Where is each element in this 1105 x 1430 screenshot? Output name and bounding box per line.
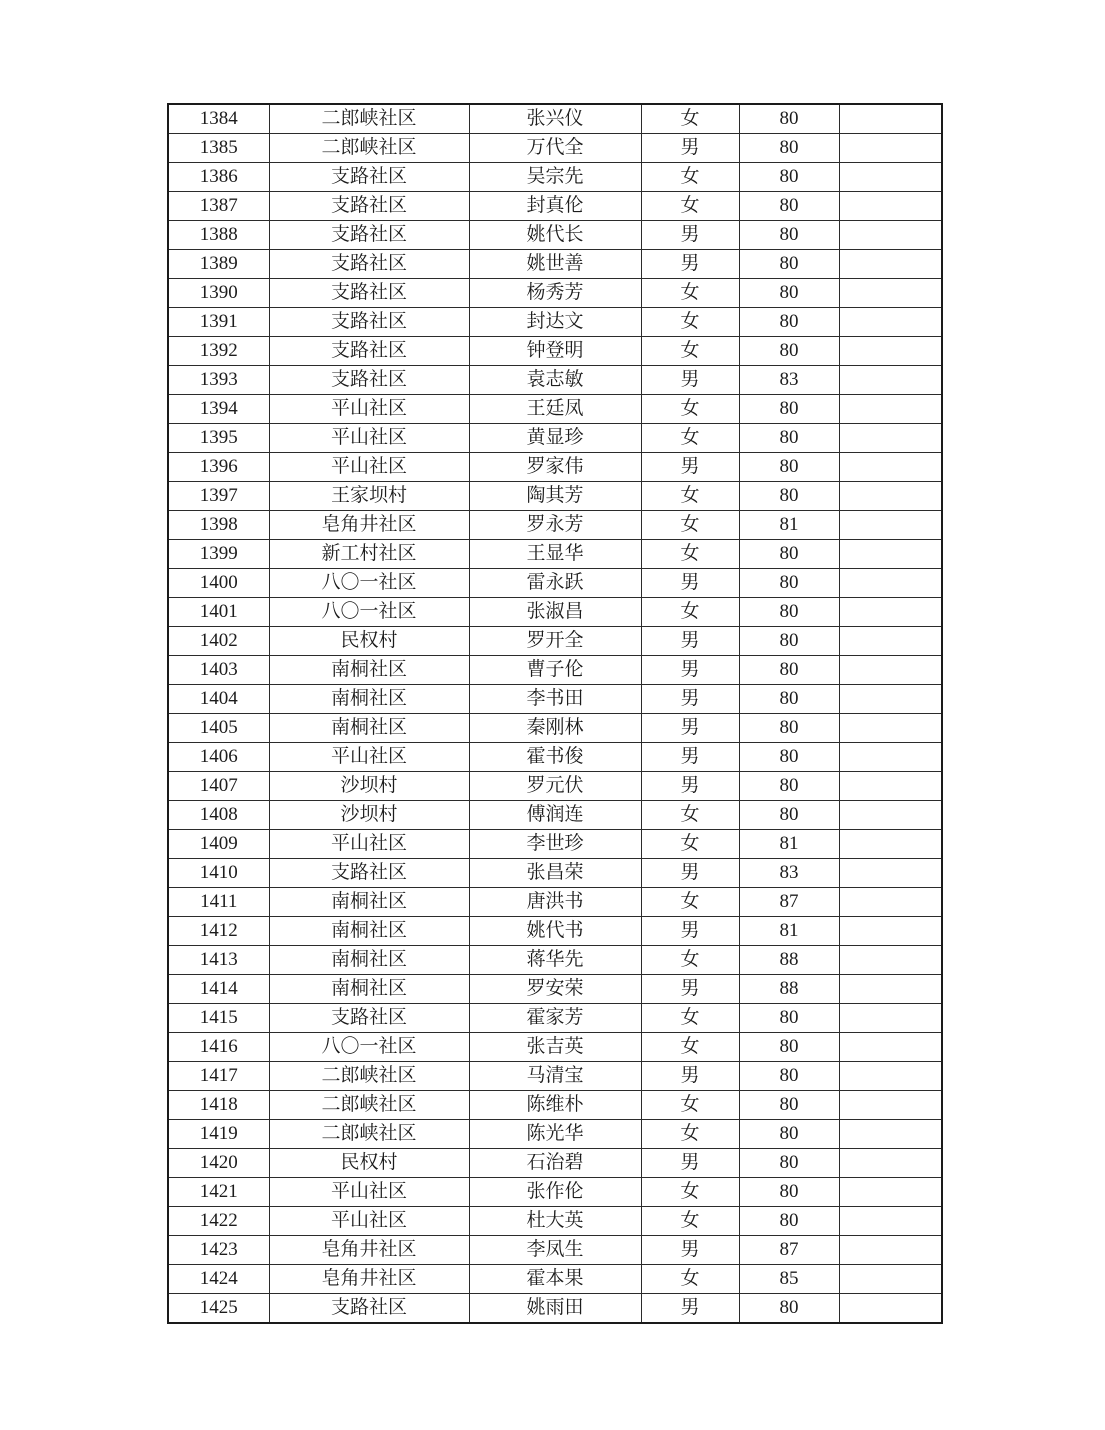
row-id-cell: 1393 <box>168 366 269 395</box>
gender-cell: 男 <box>641 1294 739 1324</box>
person-name-cell: 张作伦 <box>469 1178 641 1207</box>
community-cell: 支路社区 <box>269 279 469 308</box>
community-cell: 南桐社区 <box>269 656 469 685</box>
gender-cell: 女 <box>641 1004 739 1033</box>
person-name-cell: 唐洪书 <box>469 888 641 917</box>
note-cell <box>839 1207 942 1236</box>
community-cell: 二郎峡社区 <box>269 1120 469 1149</box>
roster-row <box>168 1062 942 1091</box>
age-cell: 80 <box>739 279 839 308</box>
note-cell <box>839 482 942 511</box>
note-cell <box>839 308 942 337</box>
gender-cell: 男 <box>641 221 739 250</box>
community-cell: 平山社区 <box>269 395 469 424</box>
community-cell: 平山社区 <box>269 453 469 482</box>
row-id-cell: 1419 <box>168 1120 269 1149</box>
age-cell: 80 <box>739 134 839 163</box>
row-id-cell: 1416 <box>168 1033 269 1062</box>
row-id-cell: 1397 <box>168 482 269 511</box>
person-name-cell: 姚代书 <box>469 917 641 946</box>
person-name-cell: 封达文 <box>469 308 641 337</box>
note-cell <box>839 656 942 685</box>
person-name-cell: 姚代长 <box>469 221 641 250</box>
note-cell <box>839 192 942 221</box>
gender-cell: 女 <box>641 1265 739 1294</box>
note-cell <box>839 511 942 540</box>
person-name-cell: 封真伦 <box>469 192 641 221</box>
gender-cell: 女 <box>641 482 739 511</box>
roster-row <box>168 685 942 714</box>
note-cell <box>839 337 942 366</box>
person-name-cell: 张昌荣 <box>469 859 641 888</box>
row-id-cell: 1399 <box>168 540 269 569</box>
row-id-cell: 1423 <box>168 1236 269 1265</box>
note-cell <box>839 946 942 975</box>
age-cell: 80 <box>739 250 839 279</box>
row-id-cell: 1387 <box>168 192 269 221</box>
community-cell: 沙坝村 <box>269 801 469 830</box>
gender-cell: 女 <box>641 1207 739 1236</box>
roster-row <box>168 888 942 917</box>
roster-row <box>168 337 942 366</box>
person-name-cell: 傅润连 <box>469 801 641 830</box>
person-name-cell: 钟登明 <box>469 337 641 366</box>
community-cell: 皂角井社区 <box>269 1265 469 1294</box>
note-cell <box>839 104 942 134</box>
gender-cell: 女 <box>641 1091 739 1120</box>
age-cell: 80 <box>739 714 839 743</box>
gender-cell: 女 <box>641 104 739 134</box>
community-cell: 支路社区 <box>269 192 469 221</box>
row-id-cell: 1401 <box>168 598 269 627</box>
age-cell: 80 <box>739 453 839 482</box>
age-cell: 80 <box>739 1207 839 1236</box>
note-cell <box>839 859 942 888</box>
note-cell <box>839 917 942 946</box>
person-name-cell: 姚雨田 <box>469 1294 641 1324</box>
age-cell: 88 <box>739 975 839 1004</box>
row-id-cell: 1415 <box>168 1004 269 1033</box>
row-id-cell: 1404 <box>168 685 269 714</box>
roster-row <box>168 1265 942 1294</box>
age-cell: 80 <box>739 801 839 830</box>
row-id-cell: 1411 <box>168 888 269 917</box>
gender-cell: 男 <box>641 134 739 163</box>
gender-cell: 男 <box>641 714 739 743</box>
community-cell: 皂角井社区 <box>269 1236 469 1265</box>
person-name-cell: 雷永跃 <box>469 569 641 598</box>
community-cell: 南桐社区 <box>269 946 469 975</box>
note-cell <box>839 1236 942 1265</box>
community-cell: 支路社区 <box>269 1294 469 1324</box>
note-cell <box>839 1004 942 1033</box>
age-cell: 80 <box>739 1178 839 1207</box>
row-id-cell: 1403 <box>168 656 269 685</box>
roster-row <box>168 540 942 569</box>
gender-cell: 男 <box>641 453 739 482</box>
roster-row <box>168 801 942 830</box>
note-cell <box>839 743 942 772</box>
roster-row <box>168 104 942 134</box>
row-id-cell: 1410 <box>168 859 269 888</box>
person-name-cell: 石治碧 <box>469 1149 641 1178</box>
gender-cell: 女 <box>641 163 739 192</box>
note-cell <box>839 250 942 279</box>
age-cell: 80 <box>739 1004 839 1033</box>
note-cell <box>839 830 942 859</box>
community-cell: 王家坝村 <box>269 482 469 511</box>
age-cell: 80 <box>739 221 839 250</box>
row-id-cell: 1425 <box>168 1294 269 1324</box>
gender-cell: 男 <box>641 1149 739 1178</box>
gender-cell: 女 <box>641 1120 739 1149</box>
person-name-cell: 霍本果 <box>469 1265 641 1294</box>
roster-row <box>168 424 942 453</box>
note-cell <box>839 598 942 627</box>
gender-cell: 女 <box>641 511 739 540</box>
age-cell: 80 <box>739 1120 839 1149</box>
community-cell: 八〇一社区 <box>269 569 469 598</box>
roster-row <box>168 830 942 859</box>
row-id-cell: 1389 <box>168 250 269 279</box>
community-cell: 民权村 <box>269 627 469 656</box>
person-name-cell: 杨秀芳 <box>469 279 641 308</box>
gender-cell: 男 <box>641 859 739 888</box>
community-cell: 南桐社区 <box>269 685 469 714</box>
age-cell: 80 <box>739 772 839 801</box>
age-cell: 80 <box>739 192 839 221</box>
note-cell <box>839 395 942 424</box>
roster-sheet <box>167 103 943 1324</box>
row-id-cell: 1408 <box>168 801 269 830</box>
community-cell: 八〇一社区 <box>269 598 469 627</box>
community-cell: 八〇一社区 <box>269 1033 469 1062</box>
note-cell <box>839 685 942 714</box>
person-name-cell: 王显华 <box>469 540 641 569</box>
gender-cell: 女 <box>641 308 739 337</box>
gender-cell: 女 <box>641 540 739 569</box>
note-cell <box>839 975 942 1004</box>
gender-cell: 男 <box>641 366 739 395</box>
roster-row <box>168 569 942 598</box>
gender-cell: 男 <box>641 1062 739 1091</box>
community-cell: 支路社区 <box>269 366 469 395</box>
age-cell: 88 <box>739 946 839 975</box>
row-id-cell: 1413 <box>168 946 269 975</box>
note-cell <box>839 1149 942 1178</box>
roster-row <box>168 627 942 656</box>
roster-row <box>168 453 942 482</box>
age-cell: 80 <box>739 656 839 685</box>
roster-table <box>167 103 943 1324</box>
community-cell: 平山社区 <box>269 1178 469 1207</box>
community-cell: 新工村社区 <box>269 540 469 569</box>
gender-cell: 女 <box>641 830 739 859</box>
age-cell: 81 <box>739 511 839 540</box>
person-name-cell: 黄显珍 <box>469 424 641 453</box>
row-id-cell: 1412 <box>168 917 269 946</box>
roster-row <box>168 192 942 221</box>
community-cell: 沙坝村 <box>269 772 469 801</box>
gender-cell: 女 <box>641 279 739 308</box>
age-cell: 87 <box>739 1236 839 1265</box>
person-name-cell: 霍家芳 <box>469 1004 641 1033</box>
roster-row <box>168 714 942 743</box>
age-cell: 80 <box>739 1149 839 1178</box>
community-cell: 二郎峡社区 <box>269 104 469 134</box>
age-cell: 87 <box>739 888 839 917</box>
note-cell <box>839 424 942 453</box>
person-name-cell: 万代全 <box>469 134 641 163</box>
community-cell: 南桐社区 <box>269 714 469 743</box>
row-id-cell: 1390 <box>168 279 269 308</box>
age-cell: 80 <box>739 308 839 337</box>
gender-cell: 女 <box>641 337 739 366</box>
roster-row <box>168 1294 942 1324</box>
person-name-cell: 张吉英 <box>469 1033 641 1062</box>
roster-row <box>168 772 942 801</box>
age-cell: 80 <box>739 1033 839 1062</box>
person-name-cell: 罗开全 <box>469 627 641 656</box>
roster-row <box>168 511 942 540</box>
age-cell: 85 <box>739 1265 839 1294</box>
note-cell <box>839 714 942 743</box>
roster-row <box>168 134 942 163</box>
row-id-cell: 1385 <box>168 134 269 163</box>
age-cell: 80 <box>739 163 839 192</box>
person-name-cell: 蒋华先 <box>469 946 641 975</box>
person-name-cell: 马清宝 <box>469 1062 641 1091</box>
age-cell: 80 <box>739 424 839 453</box>
gender-cell: 女 <box>641 946 739 975</box>
person-name-cell: 罗永芳 <box>469 511 641 540</box>
row-id-cell: 1391 <box>168 308 269 337</box>
gender-cell: 女 <box>641 424 739 453</box>
roster-row <box>168 975 942 1004</box>
community-cell: 支路社区 <box>269 163 469 192</box>
gender-cell: 男 <box>641 656 739 685</box>
roster-row <box>168 1004 942 1033</box>
age-cell: 83 <box>739 366 839 395</box>
note-cell <box>839 134 942 163</box>
person-name-cell: 陈光华 <box>469 1120 641 1149</box>
note-cell <box>839 627 942 656</box>
row-id-cell: 1407 <box>168 772 269 801</box>
note-cell <box>839 1091 942 1120</box>
roster-row <box>168 1236 942 1265</box>
community-cell: 二郎峡社区 <box>269 1091 469 1120</box>
community-cell: 民权村 <box>269 1149 469 1178</box>
roster-row <box>168 1091 942 1120</box>
gender-cell: 男 <box>641 569 739 598</box>
note-cell <box>839 540 942 569</box>
roster-row <box>168 946 942 975</box>
age-cell: 80 <box>739 743 839 772</box>
community-cell: 支路社区 <box>269 308 469 337</box>
roster-table-body <box>168 104 942 1323</box>
community-cell: 支路社区 <box>269 1004 469 1033</box>
roster-row <box>168 250 942 279</box>
gender-cell: 女 <box>641 801 739 830</box>
roster-row <box>168 1149 942 1178</box>
note-cell <box>839 1265 942 1294</box>
community-cell: 二郎峡社区 <box>269 134 469 163</box>
community-cell: 支路社区 <box>269 337 469 366</box>
row-id-cell: 1384 <box>168 104 269 134</box>
gender-cell: 男 <box>641 1236 739 1265</box>
community-cell: 平山社区 <box>269 830 469 859</box>
age-cell: 80 <box>739 540 839 569</box>
community-cell: 南桐社区 <box>269 975 469 1004</box>
community-cell: 二郎峡社区 <box>269 1062 469 1091</box>
community-cell: 支路社区 <box>269 221 469 250</box>
gender-cell: 女 <box>641 598 739 627</box>
note-cell <box>839 1033 942 1062</box>
community-cell: 平山社区 <box>269 743 469 772</box>
age-cell: 80 <box>739 104 839 134</box>
row-id-cell: 1395 <box>168 424 269 453</box>
age-cell: 80 <box>739 337 839 366</box>
age-cell: 80 <box>739 627 839 656</box>
gender-cell: 女 <box>641 1033 739 1062</box>
person-name-cell: 曹子伦 <box>469 656 641 685</box>
row-id-cell: 1417 <box>168 1062 269 1091</box>
person-name-cell: 李世珍 <box>469 830 641 859</box>
gender-cell: 男 <box>641 627 739 656</box>
age-cell: 80 <box>739 685 839 714</box>
person-name-cell: 杜大英 <box>469 1207 641 1236</box>
row-id-cell: 1388 <box>168 221 269 250</box>
roster-row <box>168 917 942 946</box>
roster-row <box>168 308 942 337</box>
community-cell: 南桐社区 <box>269 888 469 917</box>
age-cell: 80 <box>739 569 839 598</box>
roster-row <box>168 482 942 511</box>
row-id-cell: 1420 <box>168 1149 269 1178</box>
note-cell <box>839 801 942 830</box>
community-cell: 平山社区 <box>269 1207 469 1236</box>
gender-cell: 女 <box>641 192 739 221</box>
note-cell <box>839 163 942 192</box>
row-id-cell: 1386 <box>168 163 269 192</box>
note-cell <box>839 1062 942 1091</box>
roster-row <box>168 1120 942 1149</box>
person-name-cell: 陶其芳 <box>469 482 641 511</box>
age-cell: 80 <box>739 482 839 511</box>
age-cell: 81 <box>739 917 839 946</box>
community-cell: 支路社区 <box>269 859 469 888</box>
person-name-cell: 姚世善 <box>469 250 641 279</box>
person-name-cell: 吴宗先 <box>469 163 641 192</box>
gender-cell: 男 <box>641 250 739 279</box>
note-cell <box>839 1178 942 1207</box>
roster-row <box>168 1207 942 1236</box>
community-cell: 南桐社区 <box>269 917 469 946</box>
note-cell <box>839 569 942 598</box>
note-cell <box>839 366 942 395</box>
gender-cell: 女 <box>641 395 739 424</box>
person-name-cell: 罗家伟 <box>469 453 641 482</box>
roster-row <box>168 598 942 627</box>
row-id-cell: 1392 <box>168 337 269 366</box>
note-cell <box>839 279 942 308</box>
roster-row <box>168 656 942 685</box>
roster-row <box>168 366 942 395</box>
age-cell: 80 <box>739 1294 839 1324</box>
gender-cell: 男 <box>641 975 739 1004</box>
person-name-cell: 秦刚林 <box>469 714 641 743</box>
age-cell: 81 <box>739 830 839 859</box>
gender-cell: 男 <box>641 917 739 946</box>
roster-row <box>168 1178 942 1207</box>
note-cell <box>839 888 942 917</box>
note-cell <box>839 772 942 801</box>
row-id-cell: 1406 <box>168 743 269 772</box>
row-id-cell: 1405 <box>168 714 269 743</box>
person-name-cell: 陈维朴 <box>469 1091 641 1120</box>
age-cell: 80 <box>739 1091 839 1120</box>
roster-row <box>168 859 942 888</box>
person-name-cell: 张淑昌 <box>469 598 641 627</box>
note-cell <box>839 1294 942 1324</box>
row-id-cell: 1396 <box>168 453 269 482</box>
gender-cell: 女 <box>641 888 739 917</box>
community-cell: 支路社区 <box>269 250 469 279</box>
row-id-cell: 1421 <box>168 1178 269 1207</box>
row-id-cell: 1409 <box>168 830 269 859</box>
row-id-cell: 1422 <box>168 1207 269 1236</box>
gender-cell: 男 <box>641 743 739 772</box>
age-cell: 80 <box>739 395 839 424</box>
row-id-cell: 1402 <box>168 627 269 656</box>
roster-row <box>168 743 942 772</box>
person-name-cell: 罗安荣 <box>469 975 641 1004</box>
community-cell: 平山社区 <box>269 424 469 453</box>
row-id-cell: 1400 <box>168 569 269 598</box>
row-id-cell: 1414 <box>168 975 269 1004</box>
person-name-cell: 袁志敏 <box>469 366 641 395</box>
roster-row <box>168 163 942 192</box>
person-name-cell: 张兴仪 <box>469 104 641 134</box>
row-id-cell: 1394 <box>168 395 269 424</box>
person-name-cell: 李书田 <box>469 685 641 714</box>
note-cell <box>839 453 942 482</box>
note-cell <box>839 221 942 250</box>
age-cell: 80 <box>739 598 839 627</box>
row-id-cell: 1418 <box>168 1091 269 1120</box>
row-id-cell: 1424 <box>168 1265 269 1294</box>
age-cell: 80 <box>739 1062 839 1091</box>
row-id-cell: 1398 <box>168 511 269 540</box>
gender-cell: 女 <box>641 1178 739 1207</box>
gender-cell: 男 <box>641 772 739 801</box>
roster-row <box>168 279 942 308</box>
roster-row <box>168 1033 942 1062</box>
person-name-cell: 罗元伏 <box>469 772 641 801</box>
gender-cell: 男 <box>641 685 739 714</box>
roster-row <box>168 221 942 250</box>
roster-row <box>168 395 942 424</box>
note-cell <box>839 1120 942 1149</box>
age-cell: 83 <box>739 859 839 888</box>
person-name-cell: 霍书俊 <box>469 743 641 772</box>
person-name-cell: 王廷凤 <box>469 395 641 424</box>
person-name-cell: 李凤生 <box>469 1236 641 1265</box>
community-cell: 皂角井社区 <box>269 511 469 540</box>
